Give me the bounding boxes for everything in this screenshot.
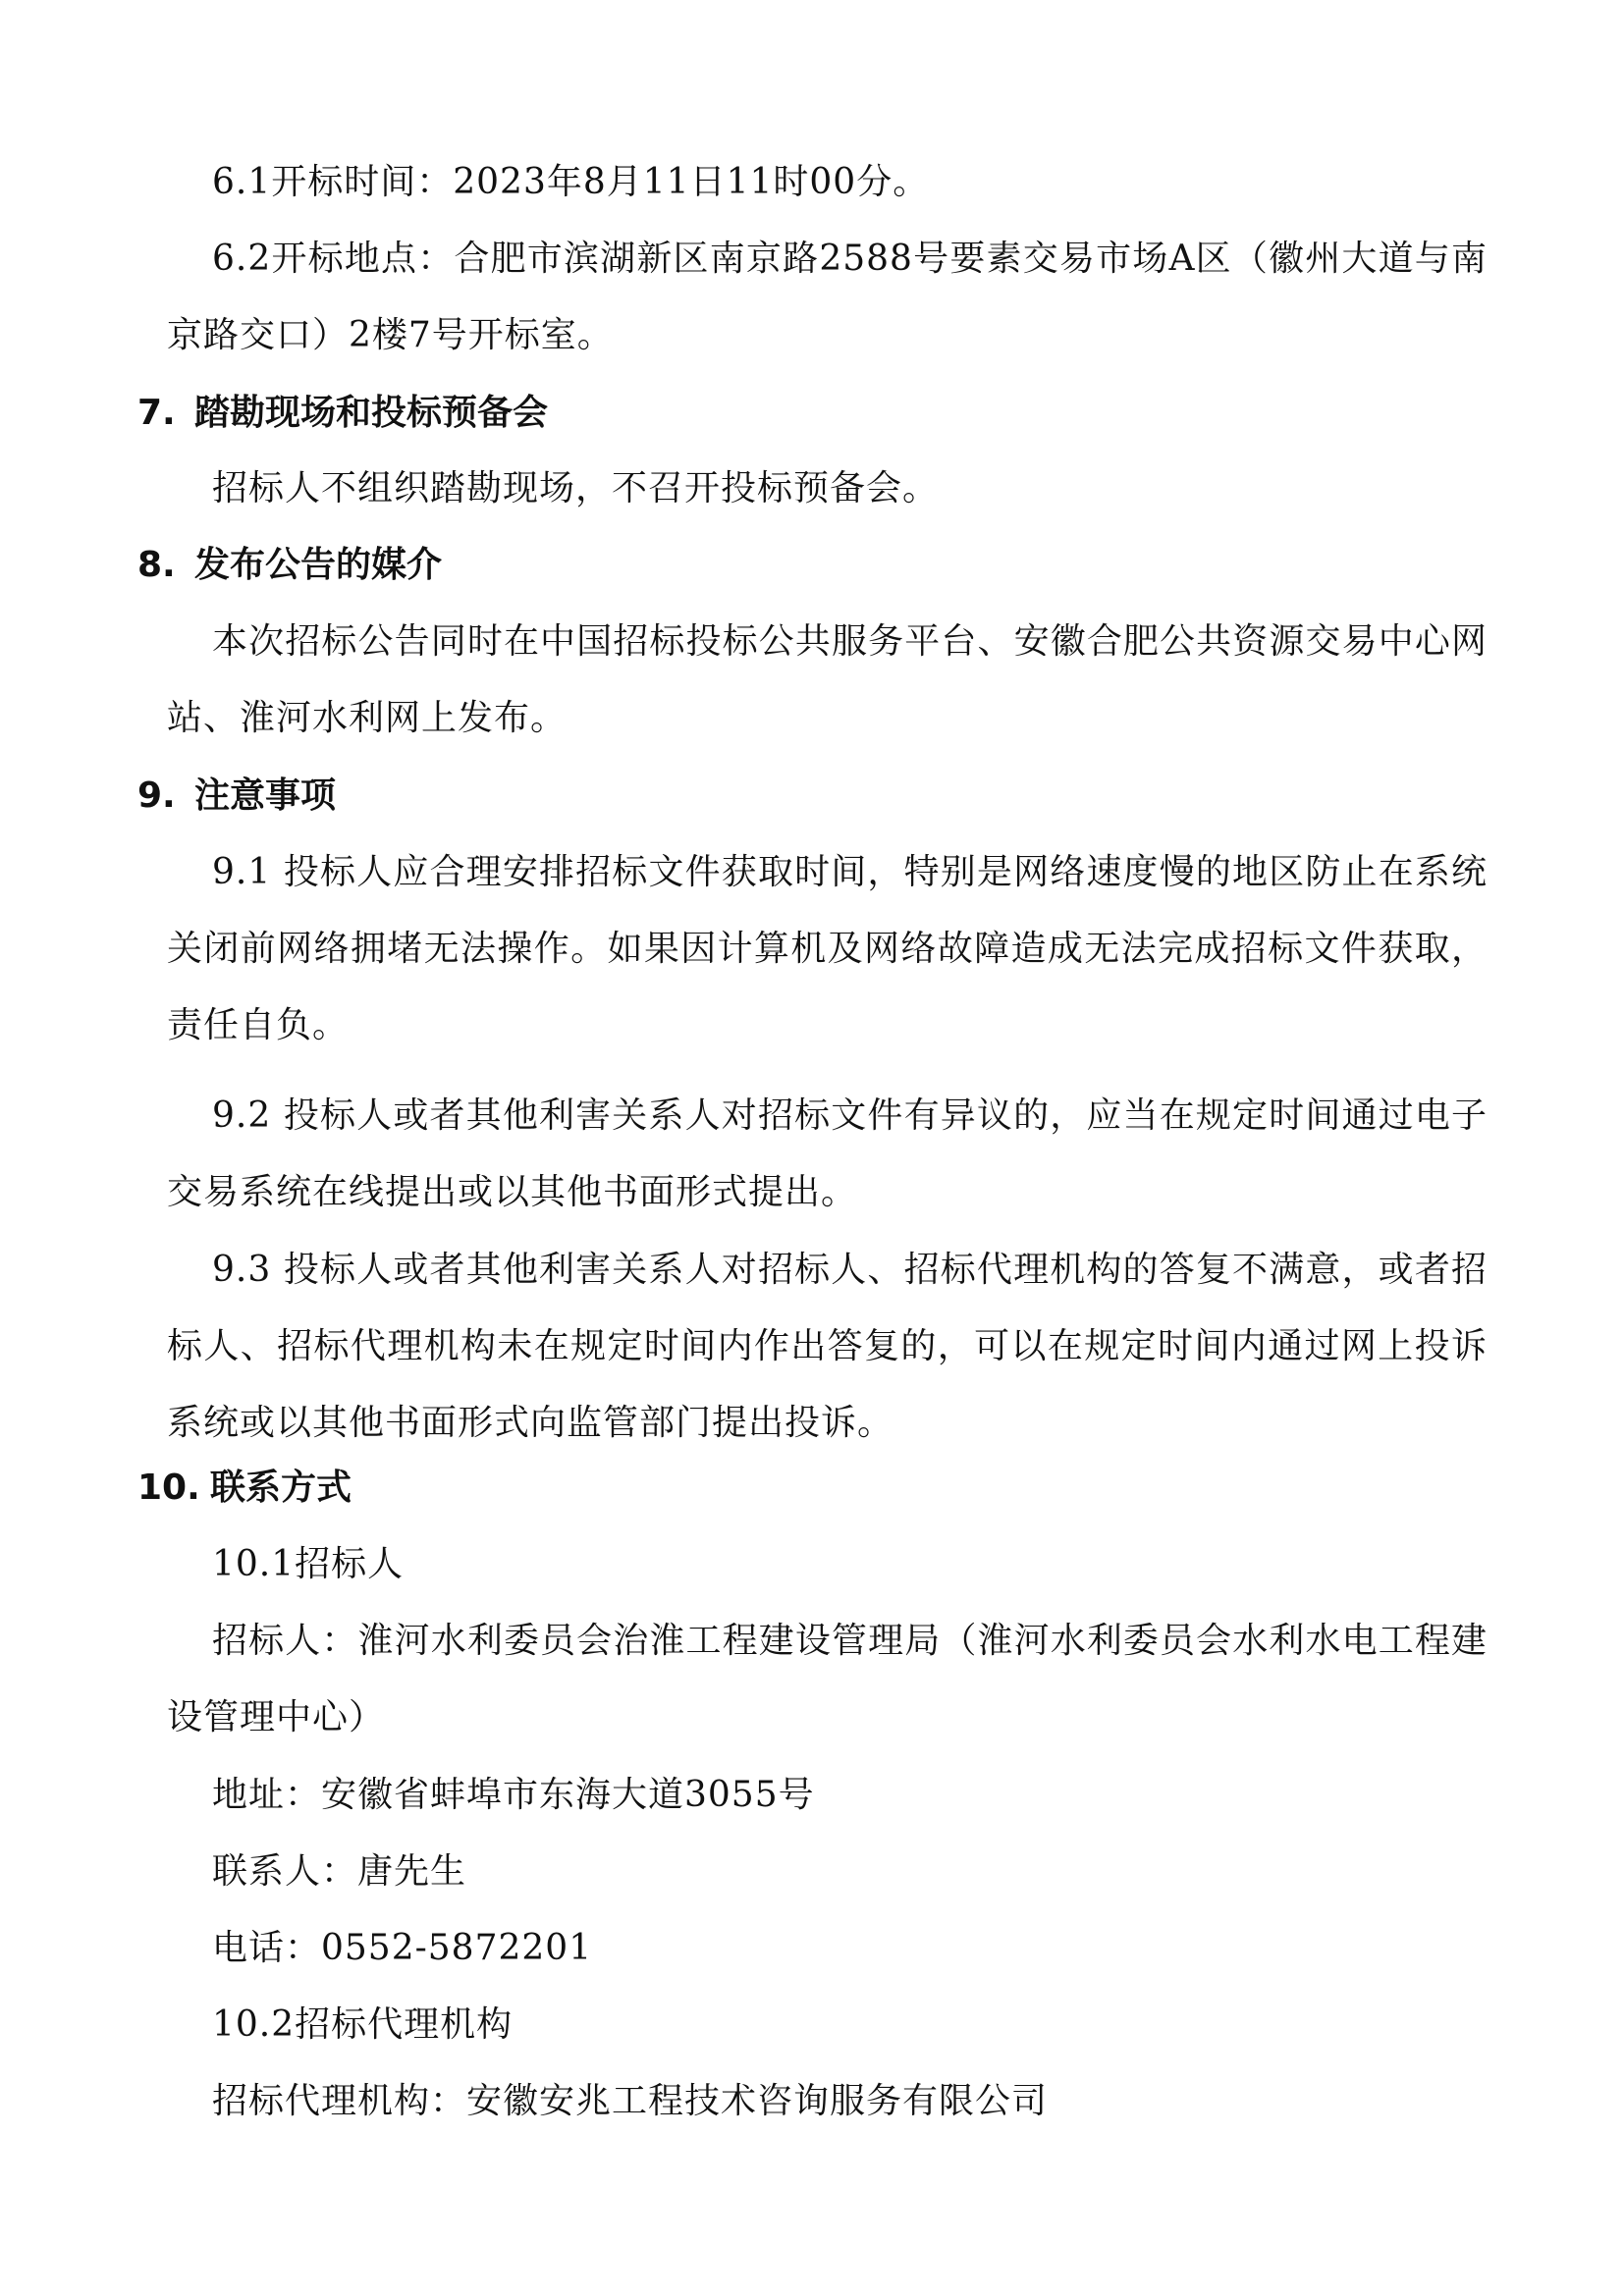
media-announcement: 本次招标公告同时在中国招标投标公共服务平台、安徽合肥公共资源交易中心网站、淮河水利网上发布。 <box>167 621 1488 738</box>
bid-opening-time: 6.1开标时间：2023年8月11日11时00分。 <box>212 162 930 202</box>
section-7-number: 7. <box>137 393 176 433</box>
tenderer-subtitle: 10.1招标人 <box>212 1544 405 1584</box>
section-8-heading <box>137 540 442 591</box>
notice-9-1: 9.1 投标人应合理安排招标文件获取时间，特别是网络速度慢的地区防止在系统关闭前网络拥堵无法操作。如果因计算机及网络故障造成无法完成招标文件获取，责任自负。 <box>167 852 1488 1045</box>
section-9-heading <box>137 771 336 822</box>
agency-subtitle: 10.2招标代理机构 <box>212 2004 514 2045</box>
tenderer-contact: 联系人：唐先生 <box>212 1851 467 1892</box>
section-7-title: 踏勘现场和投标预备会 <box>194 393 549 433</box>
tenderer-phone: 电话：0552-5872201 <box>212 1928 593 1968</box>
section-9-number: 9. <box>137 775 176 816</box>
section-10-title: 联系方式 <box>210 1468 352 1508</box>
section-8-title: 发布公告的媒介 <box>194 545 443 585</box>
site-visit-note: 招标人不组织踏勘现场，不召开投标预备会。 <box>212 468 940 508</box>
tenderer-name: 招标人：淮河水利委员会治淮工程建设管理局（淮河水利委员会水利水电工程建设管理中心） <box>167 1621 1488 1737</box>
agency-name: 招标代理机构：安徽安兆工程技术咨询服务有限公司 <box>212 2081 1049 2121</box>
tenderer-address: 地址：安徽省蚌埠市东海大道3055号 <box>212 1775 815 1815</box>
section-9-title: 注意事项 <box>194 775 337 816</box>
section-10-heading <box>137 1463 352 1514</box>
notice-9-3: 9.3 投标人或者其他利害关系人对招标人、招标代理机构的答复不满意，或者招标人、招标代理机构未在规定时间内作出答复的，可以在规定时间内通过网上投诉系统或以其他书面形式向监管部门提出投诉。 <box>167 1250 1488 1443</box>
notice-9-2: 9.2 投标人或者其他利害关系人对招标文件有异议的，应当在规定时间通过电子交易系统在线提出或以其他书面形式提出。 <box>167 1095 1488 1212</box>
section-10-number: 10. <box>137 1468 200 1508</box>
section-8-number: 8. <box>137 545 176 585</box>
bid-opening-location: 6.2开标地点：合肥市滨湖新区南京路2588号要素交易市场A区（徽州大道与南京路交口）2楼7号开标室。 <box>167 239 1488 355</box>
section-7-heading <box>137 388 548 439</box>
